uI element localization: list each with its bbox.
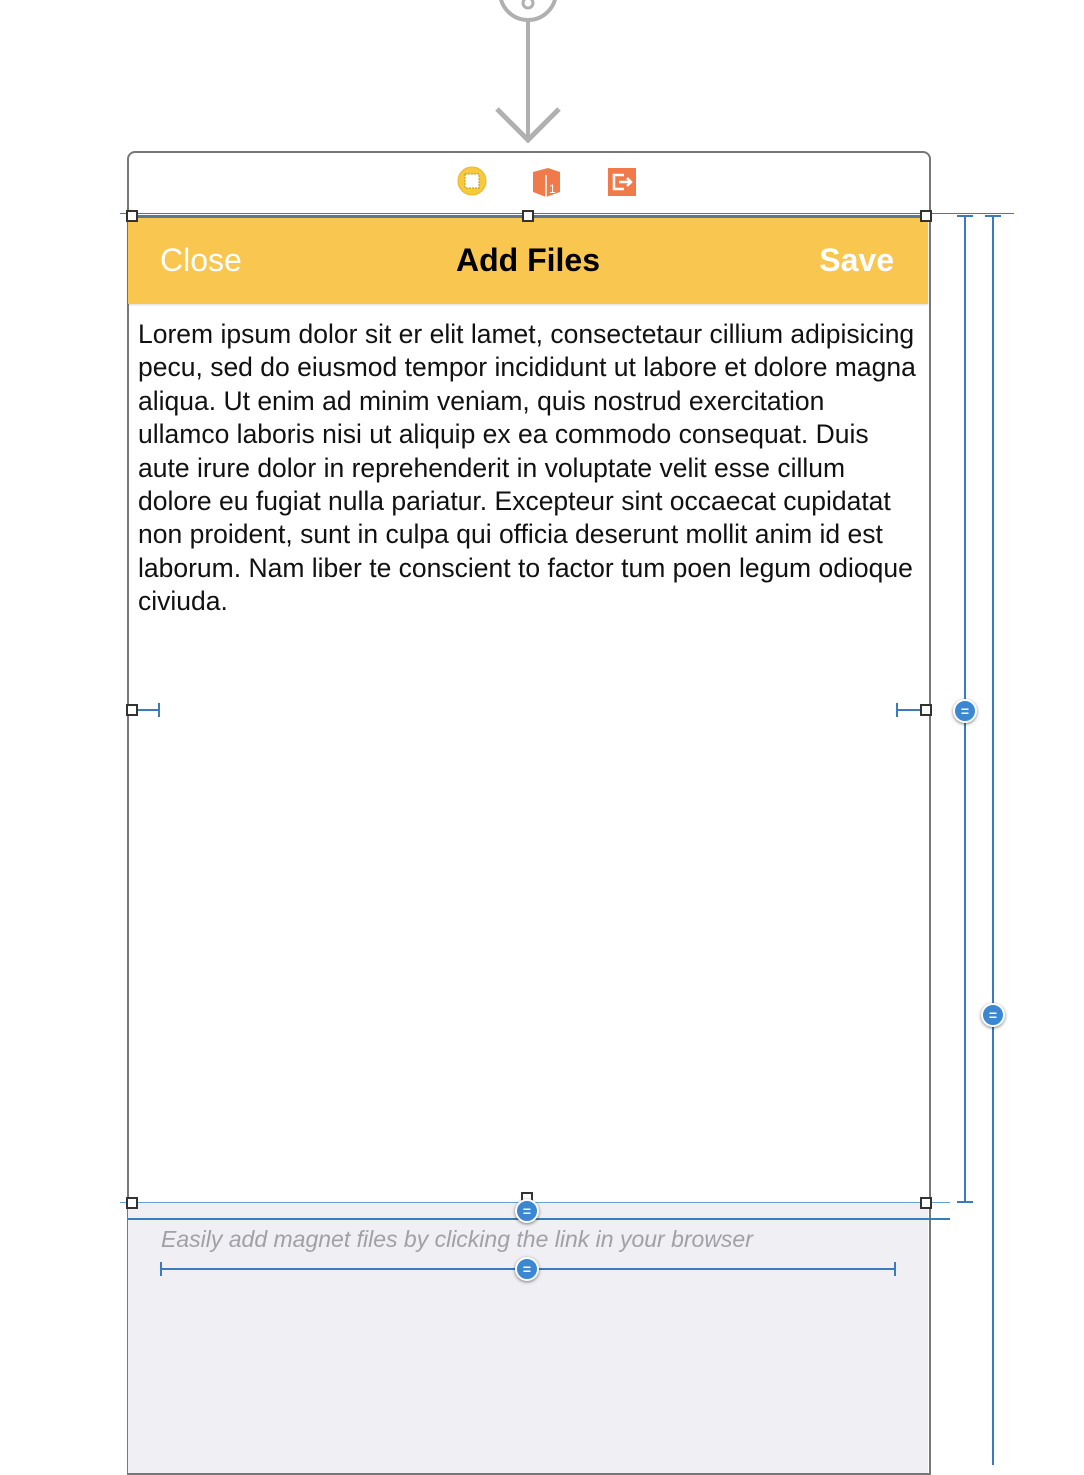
save-button[interactable]: Save xyxy=(819,242,894,278)
resize-handle[interactable] xyxy=(126,210,138,222)
equal-constraint-badge[interactable]: = xyxy=(981,1003,1005,1027)
resize-handle[interactable] xyxy=(920,1197,932,1209)
constraint-height-container[interactable] xyxy=(992,215,994,1465)
equal-constraint-badge[interactable]: = xyxy=(515,1257,539,1281)
navigation-bar xyxy=(128,215,928,304)
resize-handle[interactable] xyxy=(522,210,534,222)
constraint-cap xyxy=(985,215,1001,217)
constraint-cap xyxy=(160,1262,162,1276)
constraint-cap xyxy=(894,1262,896,1276)
body-text-view[interactable]: Lorem ipsum dolor sit er elit lamet, consectetaur cillium adipisicing pecu, sed do eiusmod tempor incididunt ut labore et dolore magna aliqua. Ut enim ad minim veniam, quis nostrud exercitation ullamco laboris nisi ut aliquip ex ea commodo consequat. Duis aute irure dolor in reprehenderit in voluptate velit esse cillum dolore eu fugiat nulla pariatur. Excepteur sint occaecat cupidatat non proident, sunt in culpa qui officia deserunt mollit anim id est laborum. Nam liber te conscient to factor tum poen legum odioque civiuda. xyxy=(138,319,916,617)
resize-handle[interactable] xyxy=(126,704,138,716)
equal-constraint-badge[interactable]: = xyxy=(515,1199,539,1223)
first-responder-badge: 1 xyxy=(549,182,556,196)
close-button[interactable]: Close xyxy=(160,242,242,278)
view-controller-icon[interactable] xyxy=(457,166,487,196)
exit-icon[interactable] xyxy=(607,167,637,197)
scene-dock xyxy=(127,151,929,213)
constraint-cap xyxy=(896,703,898,717)
resize-handle[interactable] xyxy=(920,704,932,716)
first-responder-icon[interactable] xyxy=(530,166,562,198)
resize-handle[interactable] xyxy=(126,1197,138,1209)
constraint-cap xyxy=(957,215,973,217)
constraint-cap xyxy=(957,1201,973,1203)
constraint-top-guide[interactable] xyxy=(120,213,1014,214)
equal-constraint-badge[interactable]: = xyxy=(953,699,977,723)
nav-title: Add Files xyxy=(455,242,600,278)
footer-hint-label[interactable]: Easily add magnet files by clicking the link in your browser xyxy=(161,1226,753,1252)
segue-arrow-icon[interactable] xyxy=(490,0,570,150)
constraint-footer-line[interactable] xyxy=(128,1218,950,1220)
resize-handle[interactable] xyxy=(920,210,932,222)
constraint-cap xyxy=(158,703,160,717)
